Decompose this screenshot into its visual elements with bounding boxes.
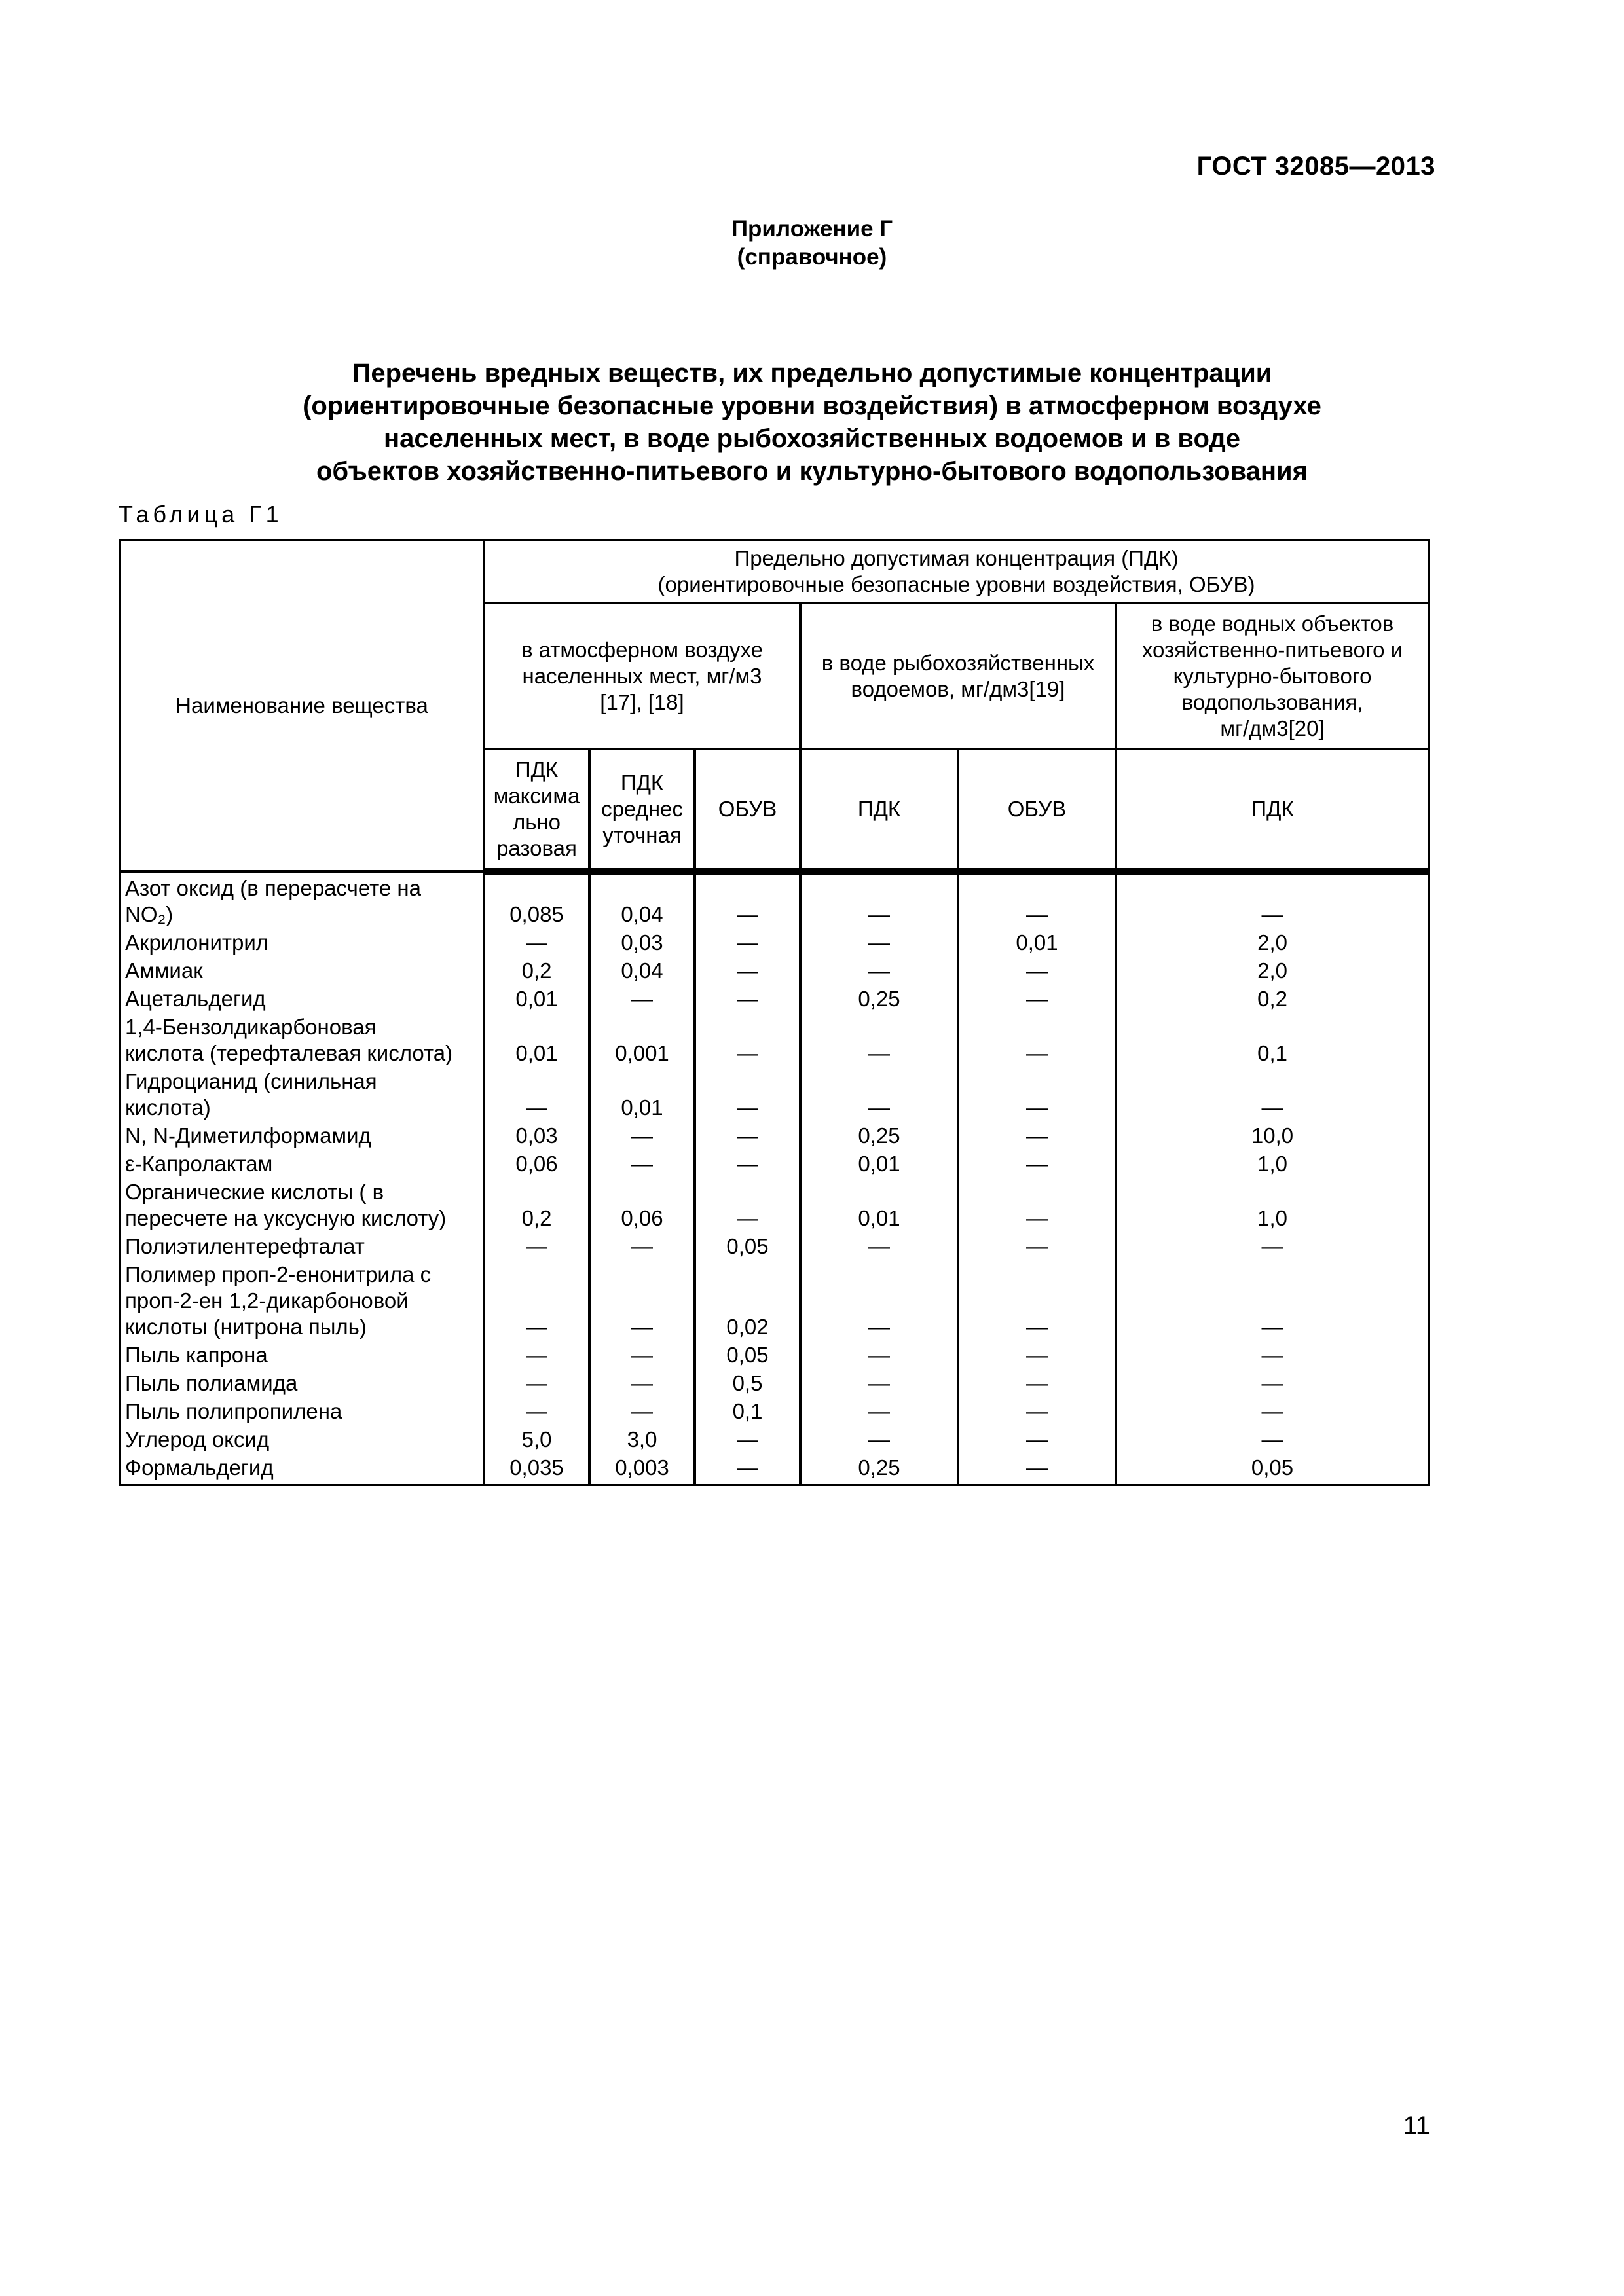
value-cell: 0,04 [589,957,695,985]
value-cell: — [800,1068,958,1122]
value-cell: 0,04 [589,871,695,929]
value-cell: 0,01 [800,1150,958,1178]
value-cell: — [695,1122,800,1150]
substance-name: Ацетальдегид [120,985,484,1013]
value-cell: — [958,1341,1116,1370]
value-cell: — [800,1261,958,1341]
value-cell: — [800,957,958,985]
value-cell: 0,003 [589,1454,695,1485]
value-cell: — [589,1341,695,1370]
table-row [120,1122,1429,1150]
substance-name: 1,4-Бензолдикарбоновая кислота (терефталевая кислота) [120,1013,484,1068]
value-cell: 0,06 [589,1178,695,1233]
value-cell: — [958,1398,1116,1426]
header-pdk-group [484,540,1429,603]
value-cell: — [484,929,589,957]
value-cell: — [958,871,1116,929]
value-cell: 0,5 [695,1370,800,1398]
substance-name: Полиэтилентерефталат [120,1233,484,1261]
value-cell: — [800,929,958,957]
substances-table [119,539,1430,1486]
header-pdk-drink: ПДК [1116,749,1429,871]
value-cell: 0,1 [695,1398,800,1426]
value-cell: 0,01 [800,1178,958,1233]
value-cell: 0,05 [695,1341,800,1370]
value-cell: — [800,1341,958,1370]
value-cell: — [1116,1426,1429,1454]
value-cell: — [958,1122,1116,1150]
header-obuv-fish: ОБУВ [958,749,1116,871]
table-label: Таблица Г1 [119,501,283,528]
value-cell: 0,035 [484,1454,589,1485]
table-row [120,1454,1429,1485]
value-cell: 0,2 [1116,985,1429,1013]
value-cell: — [958,1454,1116,1485]
header-pdk-avg: ПДК среднес уточная [589,749,695,871]
table-row [120,957,1429,985]
value-cell: 0,25 [800,1122,958,1150]
value-cell: — [695,1454,800,1485]
substance-name: Пыль полиамида [120,1370,484,1398]
value-cell: 0,06 [484,1150,589,1178]
value-cell: — [958,1426,1116,1454]
value-cell: 3,0 [589,1426,695,1454]
table-row [120,1370,1429,1398]
value-cell: — [1116,1341,1429,1370]
table-row [120,1068,1429,1122]
value-cell: — [958,1233,1116,1261]
value-cell: — [484,1261,589,1341]
header-pdk-fish: ПДК [800,749,958,871]
header-pdk-max: ПДК максима льно разовая [484,749,589,871]
value-cell: — [484,1341,589,1370]
title-line: объектов хозяйственно-питьевого и культурно-бытового водопользования [316,457,1308,486]
header-air: в атмосферном воздухе населенных мест, мг/м3 [17], [18] [484,603,800,749]
value-cell: 0,03 [589,929,695,957]
header-fish-water: в воде рыбохозяйственных водоемов, мг/дм3[19] [800,603,1116,749]
value-cell: — [695,957,800,985]
title-line: (ориентировочные безопасные уровни воздействия) в атмосферном воздухе [303,392,1321,420]
substance-name: Углерод оксид [120,1426,484,1454]
value-cell: — [800,1426,958,1454]
substance-name: N, N-Диметилформамид [120,1122,484,1150]
value-cell: — [800,1370,958,1398]
value-cell: — [695,1426,800,1454]
substance-name: Пыль капрона [120,1341,484,1370]
value-cell: — [958,1068,1116,1122]
appendix-title: Приложение Г [731,216,893,242]
value-cell: 0,1 [1116,1013,1429,1068]
value-cell: — [800,1013,958,1068]
table-row [120,1013,1429,1068]
header-drinking-water: в воде водных объектов хозяйственно-питьевого и культурно-бытового водопользования, мг/дм3[20] [1116,603,1429,749]
value-cell: — [484,1370,589,1398]
value-cell: — [589,985,695,1013]
title-line: Перечень вредных веществ, их предельно допустимые концентрации [352,359,1272,388]
value-cell: 0,05 [1116,1454,1429,1485]
value-cell: — [484,1398,589,1426]
header-pdk-line: (ориентировочные безопасные уровни воздействия, ОБУВ) [657,572,1255,596]
value-cell: 0,01 [589,1068,695,1122]
table-row [120,1261,1429,1341]
value-cell: — [800,1398,958,1426]
value-cell: 0,02 [695,1261,800,1341]
substance-name: Гидроцианид (синильная кислота) [120,1068,484,1122]
value-cell: 0,05 [695,1233,800,1261]
value-cell: 0,085 [484,871,589,929]
value-cell: 0,25 [800,1454,958,1485]
value-cell: — [1116,1233,1429,1261]
value-cell: — [800,871,958,929]
value-cell: — [695,871,800,929]
table-row [120,1150,1429,1178]
table-row [120,929,1429,957]
value-cell: 2,0 [1116,929,1429,957]
value-cell: — [589,1370,695,1398]
value-cell: — [589,1233,695,1261]
table-body [120,871,1429,1485]
substance-name: Азот оксид (в перерасчете на NO₂) [120,871,484,929]
value-cell: 0,01 [958,929,1116,957]
table-row [120,1178,1429,1233]
value-cell: — [695,929,800,957]
value-cell: — [958,1370,1116,1398]
value-cell: 0,2 [484,957,589,985]
value-cell: — [589,1122,695,1150]
value-cell: — [958,985,1116,1013]
value-cell: — [695,1013,800,1068]
value-cell: — [1116,1370,1429,1398]
value-cell: 1,0 [1116,1150,1429,1178]
header-pdk-line: Предельно допустимая концентрация (ПДК) [734,546,1179,570]
page-title [183,357,1441,488]
value-cell: — [1116,1398,1429,1426]
value-cell: 0,001 [589,1013,695,1068]
value-cell: — [695,1178,800,1233]
value-cell: — [589,1150,695,1178]
substance-name: Аммиак [120,957,484,985]
value-cell: — [695,985,800,1013]
substance-name: Пыль полипропилена [120,1398,484,1426]
table-row [120,1398,1429,1426]
table-row [120,1426,1429,1454]
value-cell: 0,2 [484,1178,589,1233]
value-cell: — [695,1150,800,1178]
value-cell: 0,03 [484,1122,589,1150]
value-cell: — [958,1178,1116,1233]
substance-name: ε-Капролактам [120,1150,484,1178]
value-cell: 0,01 [484,1013,589,1068]
document-code: ГОСТ 32085—2013 [1196,152,1435,181]
value-cell: 1,0 [1116,1178,1429,1233]
value-cell: — [589,1261,695,1341]
header-obuv-air: ОБУВ [695,749,800,871]
value-cell: 0,01 [484,985,589,1013]
value-cell: — [1116,1261,1429,1341]
value-cell: — [958,957,1116,985]
table-row [120,985,1429,1013]
value-cell: 2,0 [1116,957,1429,985]
page-number: 11 [1403,2111,1430,2140]
value-cell: — [695,1068,800,1122]
table-row [120,1341,1429,1370]
value-cell: 10,0 [1116,1122,1429,1150]
table-row [120,1233,1429,1261]
title-line: населенных мест, в воде рыбохозяйственных водоемов и в воде [383,424,1241,453]
substance-name: Формальдегид [120,1454,484,1485]
table-row [120,871,1429,929]
value-cell: — [1116,1068,1429,1122]
value-cell: — [484,1068,589,1122]
substance-name: Полимер проп-2-енонитрила с проп-2-ен 1,2-дикарбоновой кислоты (нитрона пыль) [120,1261,484,1341]
appendix-heading [0,215,1624,271]
value-cell: 0,25 [800,985,958,1013]
header-substance-name: Наименование вещества [120,540,484,871]
value-cell: — [958,1150,1116,1178]
appendix-type: (справочное) [737,244,887,270]
value-cell: — [958,1261,1116,1341]
value-cell: — [800,1233,958,1261]
substance-name: Органические кислоты ( в пересчете на уксусную кислоту) [120,1178,484,1233]
value-cell: — [958,1013,1116,1068]
value-cell: — [589,1398,695,1426]
substance-name: Акрилонитрил [120,929,484,957]
value-cell: — [1116,871,1429,929]
value-cell: — [484,1233,589,1261]
value-cell: 5,0 [484,1426,589,1454]
